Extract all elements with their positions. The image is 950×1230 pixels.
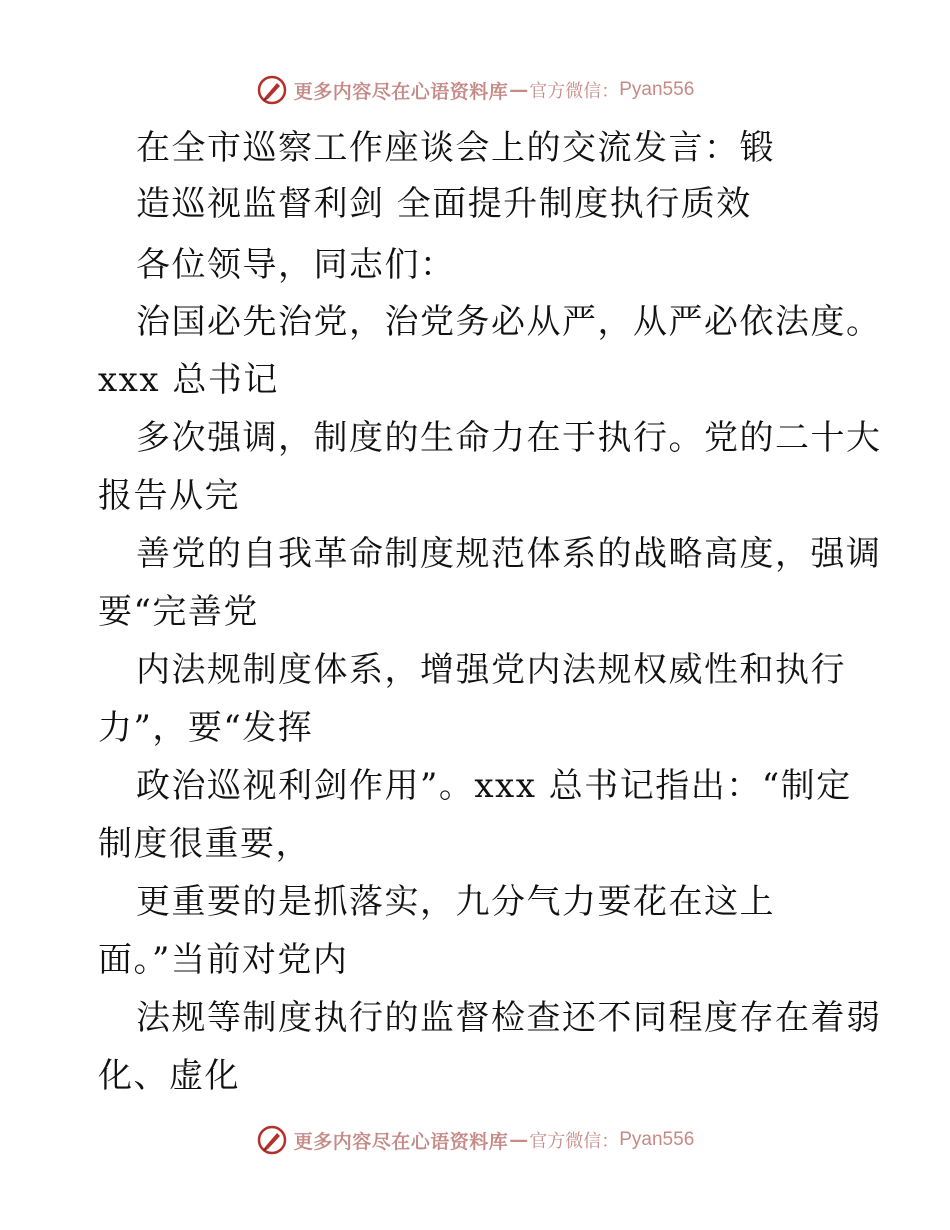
paragraph-line: 化、虚化 — [98, 1056, 240, 1096]
watermark-wechat-id: Pyan556 — [619, 1129, 695, 1150]
title-line-2: 造巡视监督利剑 全面提升制度执行质效 — [136, 184, 752, 224]
watermark-main-text: 更多内容尽在心语资料库 — [293, 80, 509, 103]
pen-logo-icon — [256, 1124, 288, 1156]
paragraph-line: 面。”当前对党内 — [98, 940, 349, 980]
paragraph-line: 多次强调，制度的生命力在于执行。党的二十大 — [136, 418, 882, 458]
paragraph-line: 要“完善党 — [98, 592, 259, 632]
footer-watermark — [0, 1120, 950, 1160]
paragraph-line: xxx 总书记 — [98, 360, 279, 400]
watermark-wechat-id: Pyan556 — [619, 79, 695, 100]
watermark-main-text: 更多内容尽在心语资料库 — [293, 1130, 509, 1153]
title-line-1: 在全市巡察工作座谈会上的交流发言：锻 — [136, 128, 775, 168]
watermark-separator: — — [509, 1129, 529, 1151]
watermark-separator: — — [509, 79, 529, 101]
watermark-wechat-label: 官方微信： — [529, 1131, 620, 1152]
paragraph-line: 内法规制度体系，增强党内法规权威性和执行 — [136, 650, 846, 690]
header-watermark — [0, 70, 950, 110]
paragraph-line: 法规等制度执行的监督检查还不同程度存在着弱 — [136, 998, 882, 1038]
paragraph-line: 制度很重要， — [98, 824, 311, 864]
paragraph-line: 政治巡视利剑作用”。xxx 总书记指出：“制定 — [136, 766, 852, 806]
paragraph-line: 治国必先治党，治党务必从严，从严必依法度。 — [136, 302, 882, 342]
paragraph-line: 报告从完 — [98, 476, 240, 516]
paragraph-line: 更重要的是抓落实，九分气力要花在这上 — [136, 882, 775, 922]
paragraph-line: 力”，要“发挥 — [98, 708, 314, 748]
paragraph-line: 善党的自我革命制度规范体系的战略高度，强调 — [136, 534, 882, 574]
pen-logo-icon — [256, 74, 288, 106]
watermark-wechat-label: 官方微信： — [529, 81, 620, 102]
salutation: 各位领导，同志们： — [136, 245, 456, 285]
